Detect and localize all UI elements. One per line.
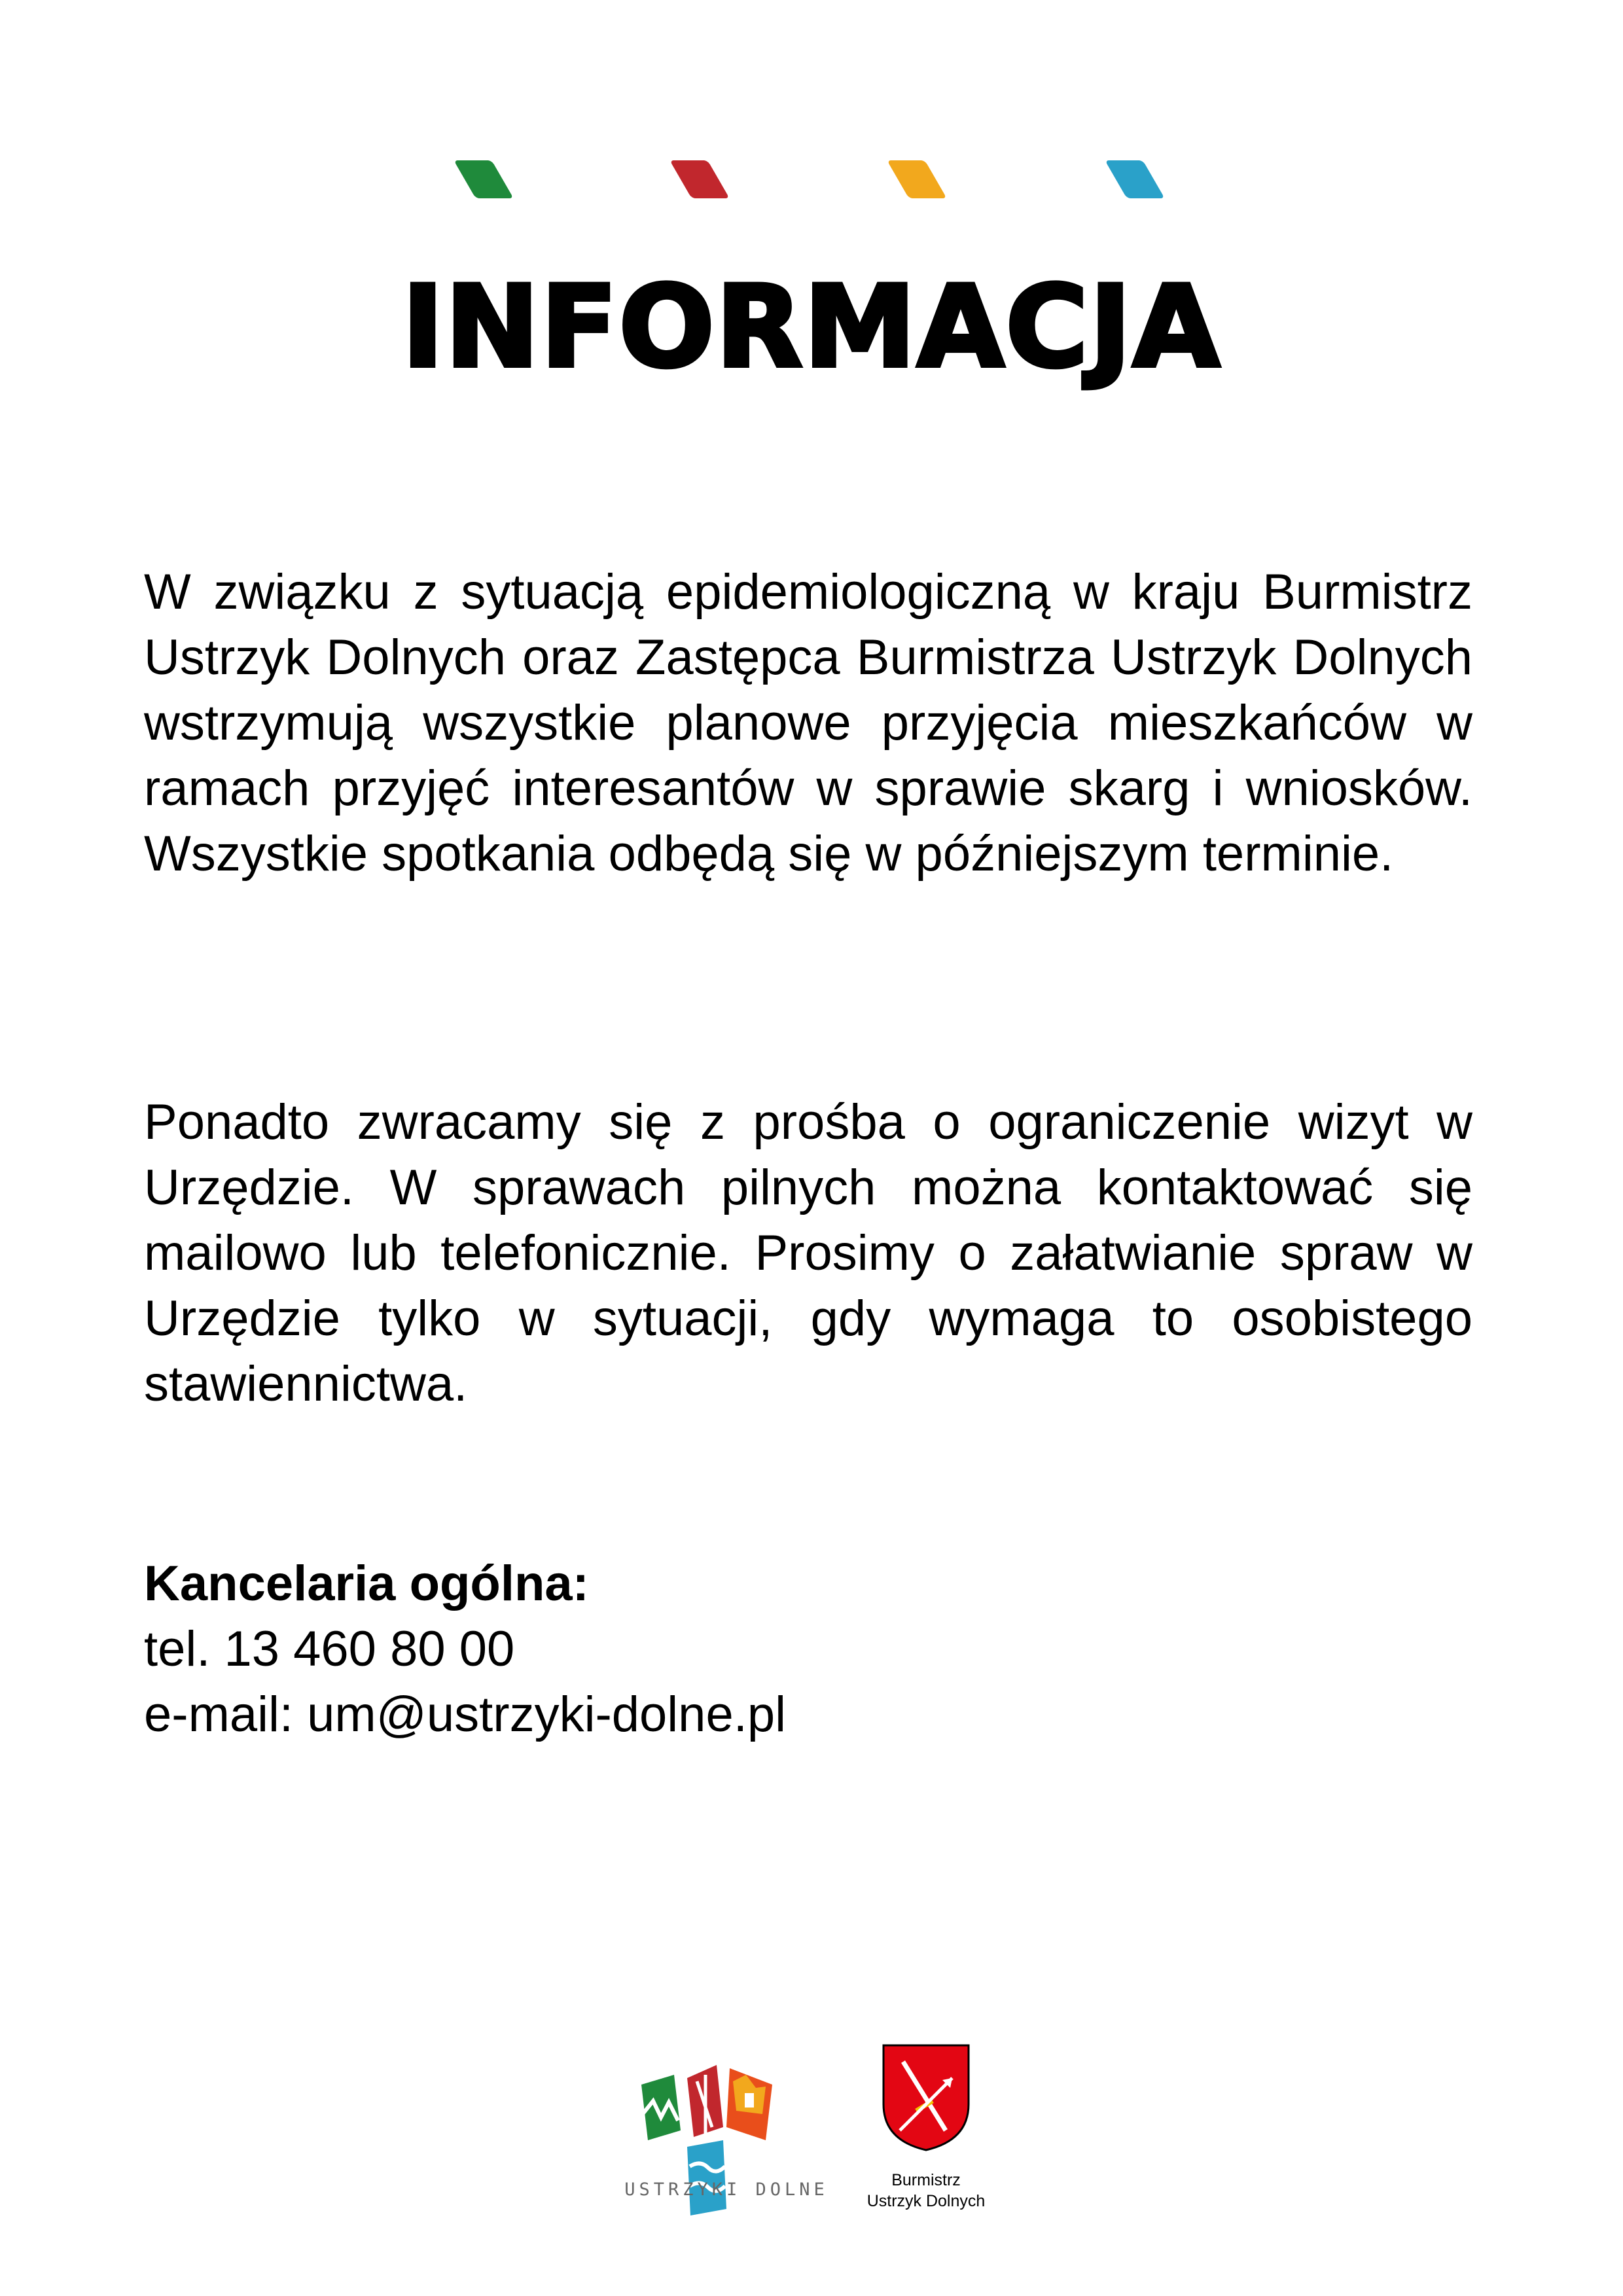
stripe-blue	[1105, 160, 1164, 198]
crest-caption-line1: Burmistrz	[891, 2171, 961, 2189]
contact-email: e-mail: um@ustrzyki-dolne.pl	[144, 1687, 786, 1742]
color-stripes	[0, 0, 1623, 209]
contact-block	[144, 1551, 1472, 1748]
stripe-yellow	[887, 160, 946, 198]
contact-heading: Kancelaria ogólna:	[144, 1556, 589, 1611]
page-title: INFORMACJA	[402, 261, 1221, 393]
ustrzyki-dolne-logo-icon	[635, 2055, 818, 2238]
notice-paragraph-1: W związku z sytuacją epidemiologiczną w kraju Burmistrz Ustrzyk Dolnych oraz Zastępca Burmistrza Ustrzyk Dolnych wstrzymują wszystkie planowe przyjęcia mieszkańców w ramach przyjęć interesantów w sprawie skarg i wniosków. Wszystkie spotkania odbędą się w późniejszym terminie.	[144, 564, 1472, 882]
crest-caption	[812, 2170, 1041, 2212]
coat-of-arms-icon	[880, 2042, 972, 2153]
stripe-red	[669, 160, 729, 198]
crest-caption-line2: Ustrzyk Dolnych	[866, 2192, 986, 2210]
notice-paragraph-2: Ponadto zwracamy się z prośba o ograniczenie wizyt w Urzędzie. W sprawach pilnych można kontaktować się mailowo lub telefonicznie. Prosimy o załatwianie spraw w Urzędzie tylko w sytuacji, gdy wymaga to osobistego stawiennictwa.	[144, 1094, 1472, 1412]
contact-phone: tel. 13 460 80 00	[144, 1621, 515, 1677]
stripe-green	[454, 160, 513, 198]
town-logo-text: USTRZYKI DOLNE	[624, 2179, 829, 2200]
